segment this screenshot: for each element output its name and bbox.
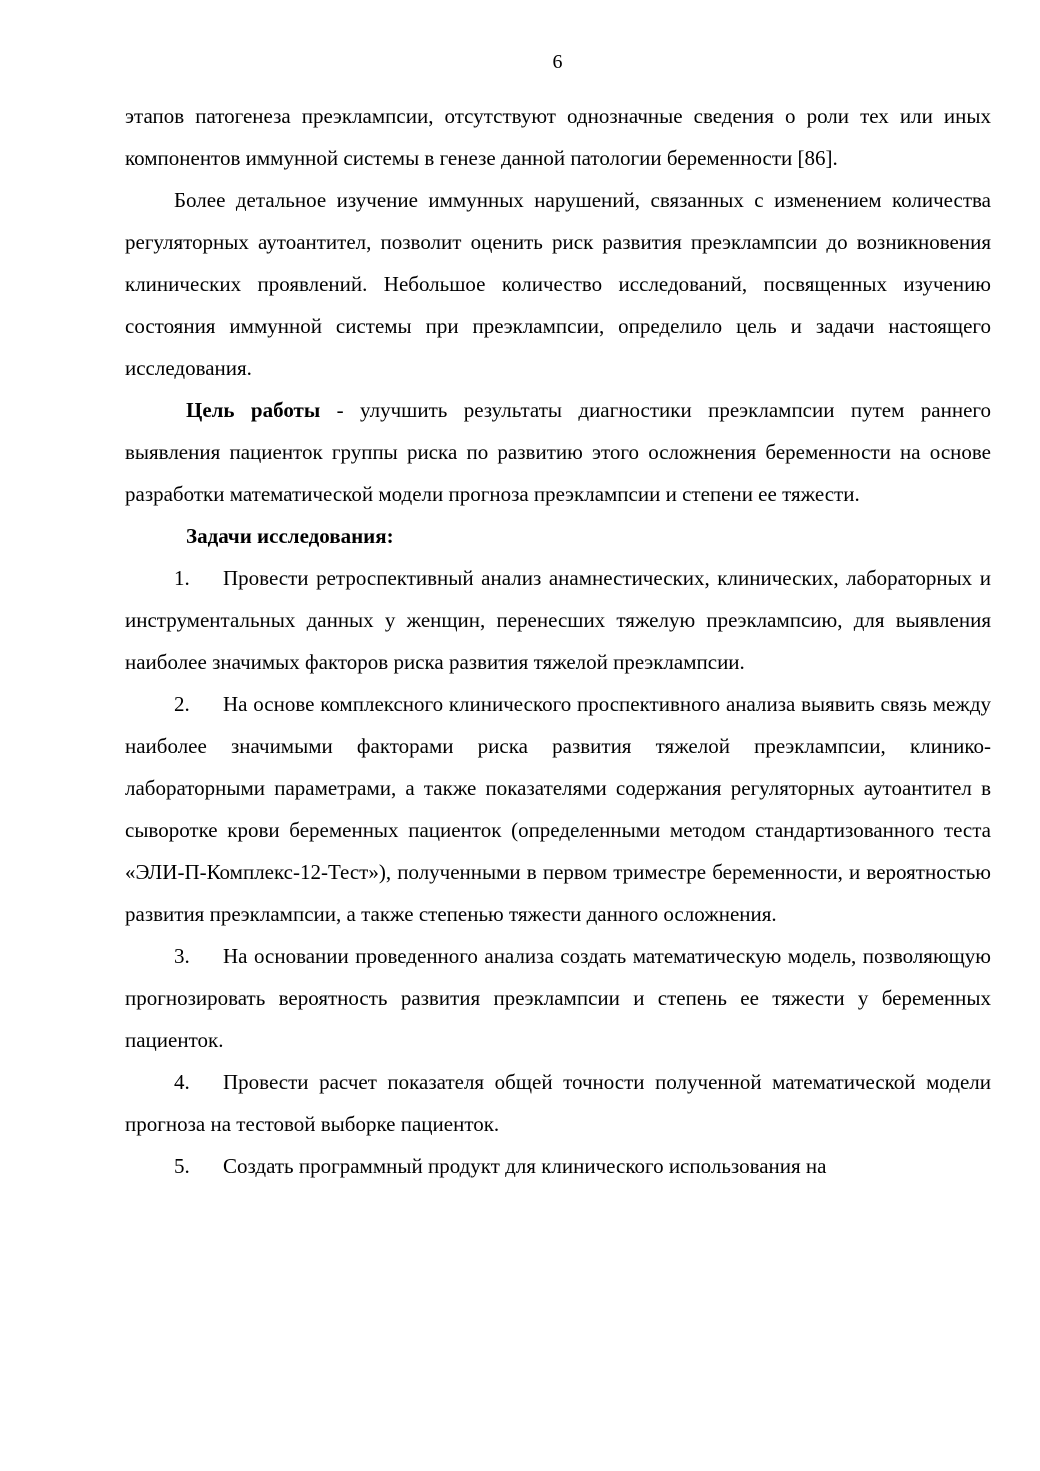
task-number: 4. (174, 1070, 190, 1094)
paragraph-goal (125, 389, 991, 515)
task-text: Создать программный продукт для клинического использования на (223, 1154, 827, 1178)
page-content (125, 95, 991, 1187)
task-text: На основании проведенного анализа создать математическую модель, позволяющую прогнозировать вероятность развития преэклампсии и степень ее тяжести у беременных пациенток. (125, 944, 991, 1052)
task-text: Провести расчет показателя общей точности полученной математической модели прогноза на тестовой выборке пациенток. (125, 1070, 991, 1136)
task-number: 2. (174, 692, 190, 716)
task-item-2 (125, 683, 991, 935)
paragraph-continuation: этапов патогенеза преэклампсии, отсутствуют однозначные сведения о роли тех или иных компонентов иммунной системы в генезе данной патологии беременности [86]. (125, 104, 991, 170)
task-item-3 (125, 935, 991, 1061)
task-item-5 (125, 1145, 991, 1187)
paragraph-immune-study: Более детальное изучение иммунных нарушений, связанных с изменением количества регуляторных аутоантител, позволит оценить риск развития преэклампсии до возникновения клинических проявлений. Небольшое количество исследований, посвященных изучению состояния иммунной системы при преэклампсии, определило цель и задачи настоящего исследования. (125, 188, 991, 380)
page-number: 6 (552, 51, 563, 73)
task-text: Провести ретроспективный анализ анамнестических, клинических, лабораторных и инструментальных данных у женщин, перенесших тяжелую преэклампсию, для выявления наиболее значимых факторов риска развития тяжелой преэклампсии. (125, 566, 991, 674)
goal-text: - улучшить результаты диагностики преэклампсии путем раннего выявления пациенток группы риска по развитию этого осложнения беременности на основе разработки математической модели прогноза преэклампсии и степени ее тяжести. (125, 398, 991, 506)
task-number: 3. (174, 944, 190, 968)
task-item-1 (125, 557, 991, 683)
task-text: На основе комплексного клинического проспективного анализа выявить связь между наиболее значимыми факторами риска развития тяжелой преэклампсии, клинико-лабораторными параметрами, а также показателями содержания регуляторных аутоантител в сыворотке крови беременных пациенток (определенными методом стандартизованного теста «ЭЛИ-П-Комплекс-12-Тест»), полученными в первом триместре беременности, и вероятностью развития преэклампсии, а также степенью тяжести данного осложнения. (125, 692, 991, 926)
task-item-4 (125, 1061, 991, 1145)
tasks-heading: Задачи исследования: (186, 524, 394, 548)
task-number: 1. (174, 566, 190, 590)
task-number: 5. (174, 1154, 190, 1178)
goal-label: Цель работы (186, 398, 321, 422)
